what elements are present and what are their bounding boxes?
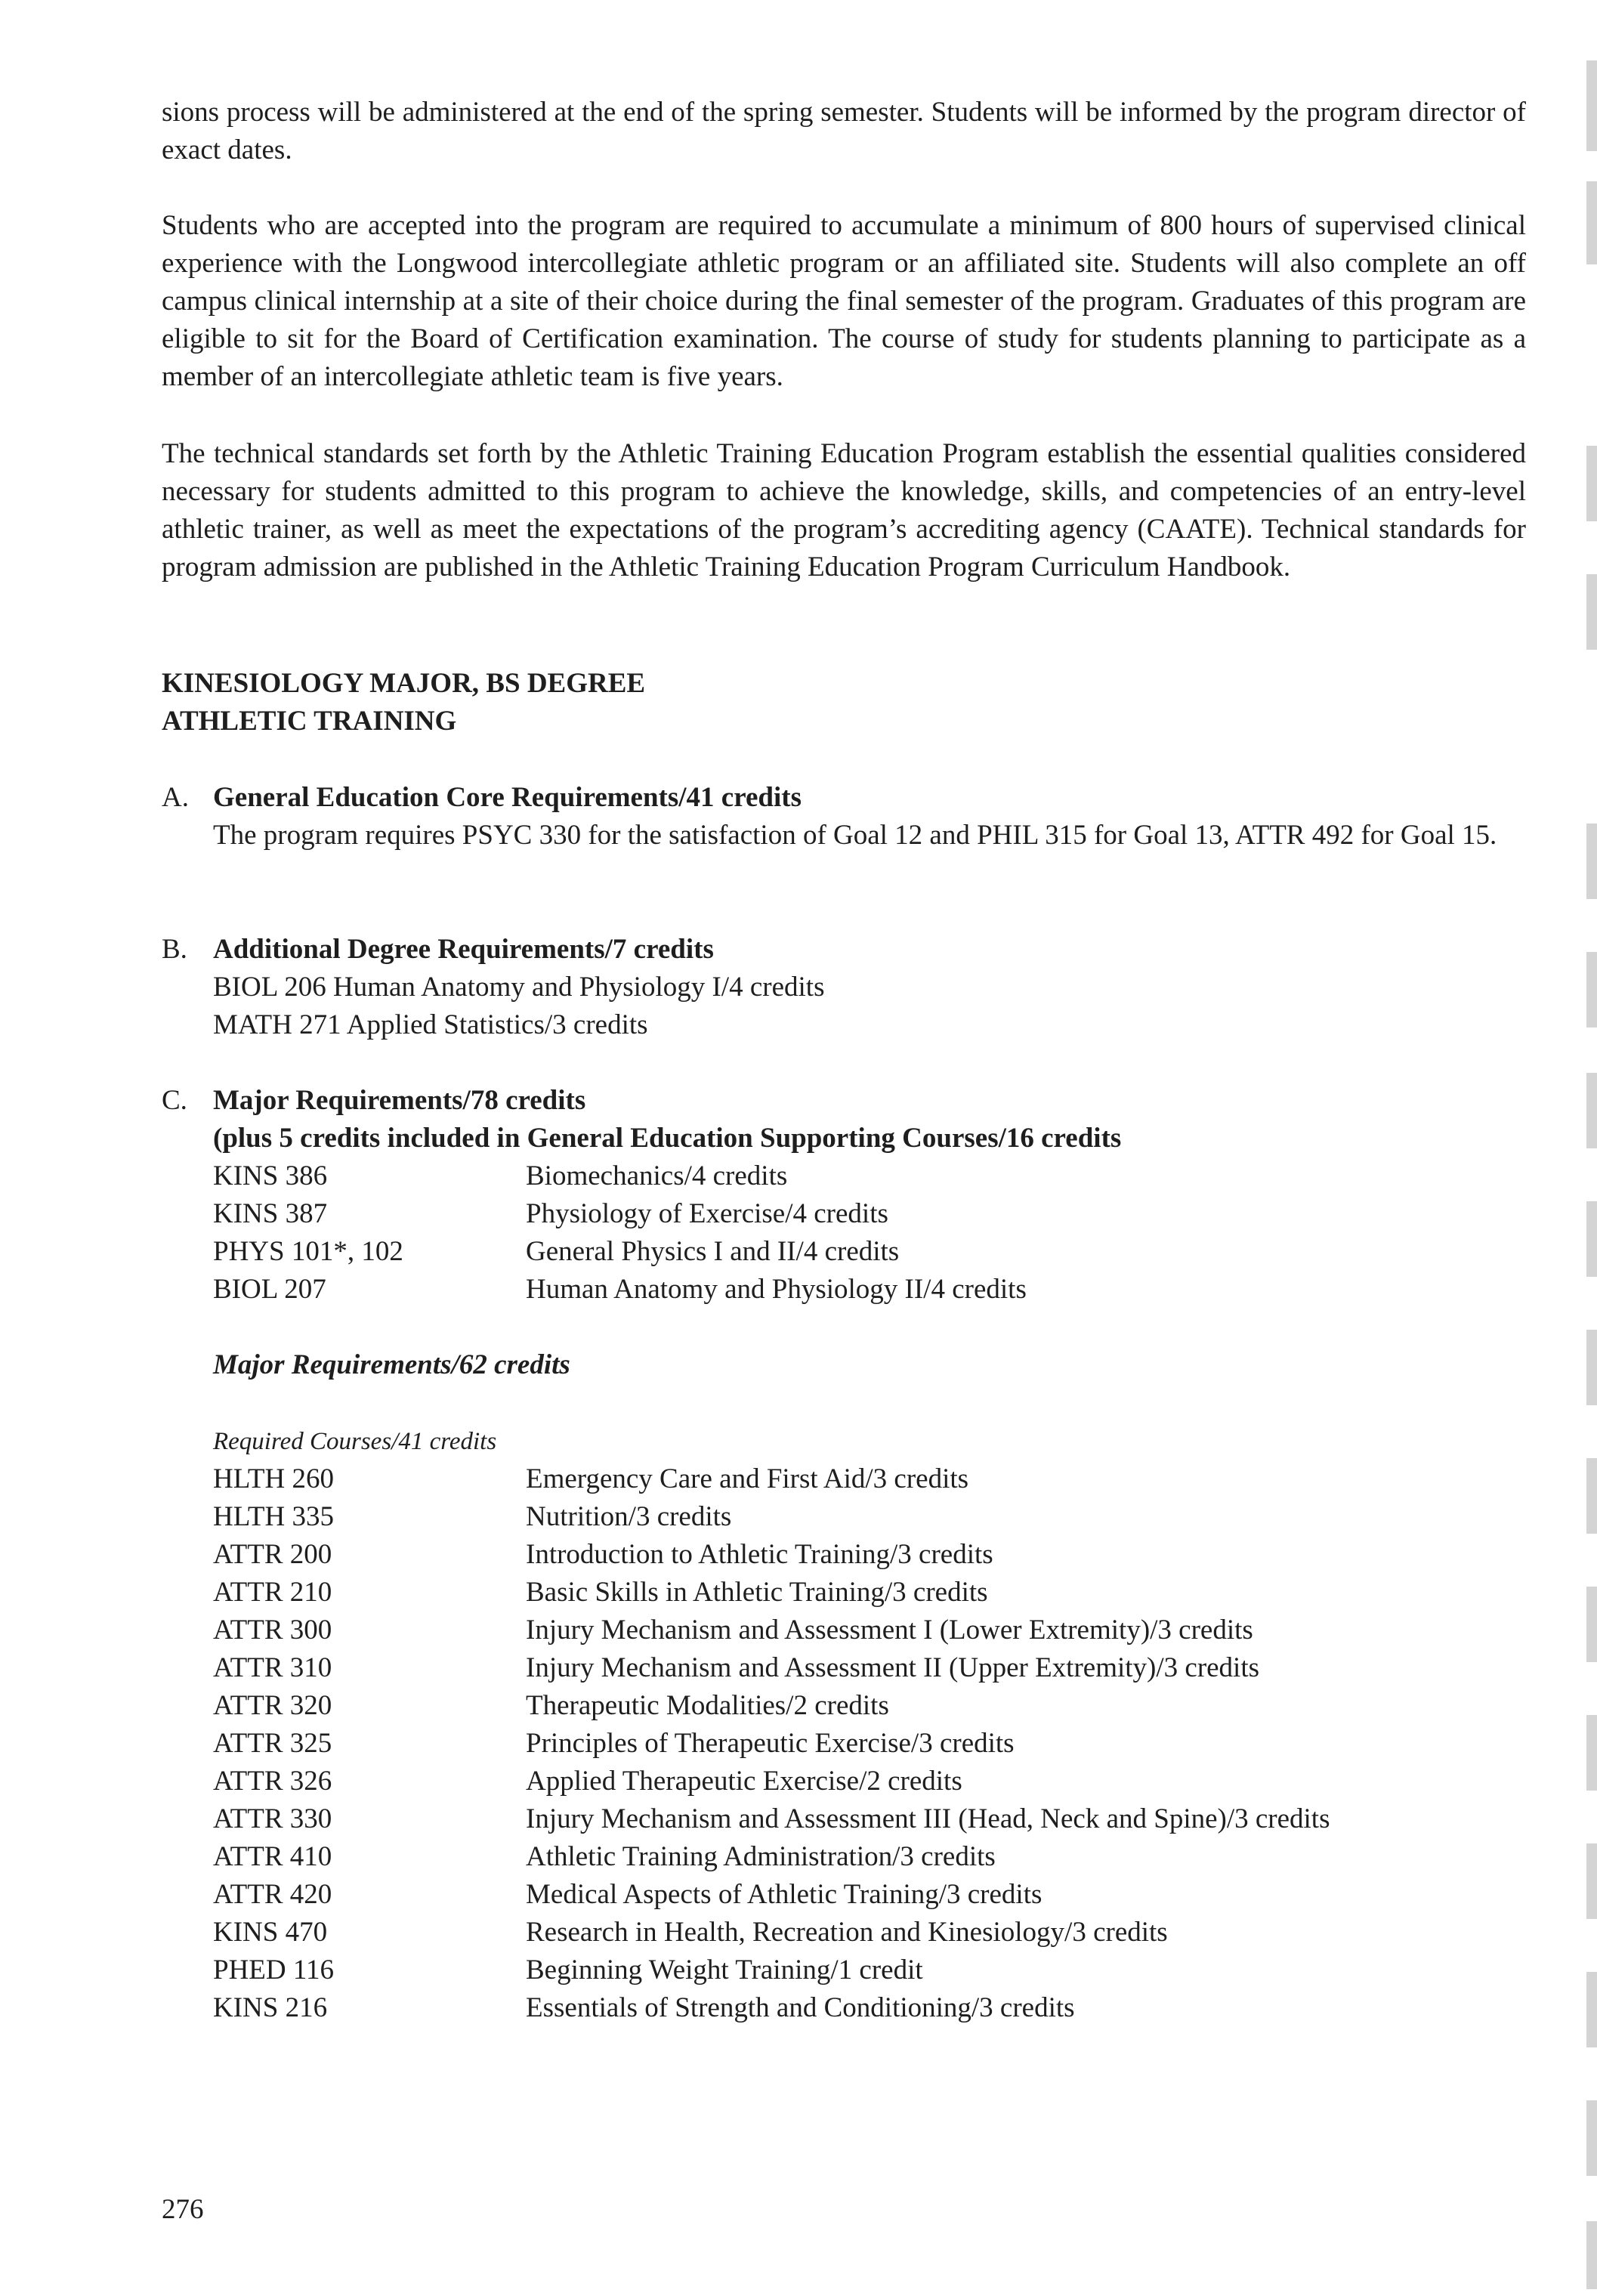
course-title: Injury Mechanism and Assessment II (Upper Extremity)/3 credits xyxy=(526,1652,1260,1683)
paragraph-clinical-experience: Students who are accepted into the program are required to accumulate a minimum of 800 hours of supervised clinical experience with the Longwood intercollegiate athletic program or an affiliated site. Students will also complete an off campus clinical internship at a site of their choice during the final semester of the program. Graduates of this program are eligible to sit for the Board of Certification examination. The course of study for students planning to participate as a member of an intercollegiate athletic team is five years. xyxy=(162,210,1526,392)
course-code: PHYS 101*, 102 xyxy=(213,1236,403,1267)
course-code: KINS 470 xyxy=(213,1917,328,1948)
course-code: ATTR 325 xyxy=(213,1728,332,1759)
course-code: ATTR 410 xyxy=(213,1841,332,1872)
course-code: KINS 387 xyxy=(213,1198,328,1229)
degree-title-line2: ATHLETIC TRAINING xyxy=(162,706,457,737)
course-title: Therapeutic Modalities/2 credits xyxy=(526,1690,889,1721)
section-b-letter: B. xyxy=(162,934,187,965)
page-edge-mark xyxy=(1586,1330,1597,1405)
page-edge-mark xyxy=(1586,1587,1597,1662)
page-edge-mark xyxy=(1586,1972,1597,2047)
course-code: ATTR 420 xyxy=(213,1879,332,1910)
section-c-letter: C. xyxy=(162,1085,187,1116)
course-title: Nutrition/3 credits xyxy=(526,1501,732,1532)
course-code: HLTH 260 xyxy=(213,1463,334,1494)
section-b-heading: Additional Degree Requirements/7 credits xyxy=(213,934,714,965)
course-title: Basic Skills in Athletic Training/3 credits xyxy=(526,1577,988,1608)
paragraph-admission-dates: sions process will be administered at the end of the spring semester. Students will be informed by the program director of exact dates. xyxy=(162,97,1526,165)
course-title: Applied Therapeutic Exercise/2 credits xyxy=(526,1766,962,1797)
degree-title-line1: KINESIOLOGY MAJOR, BS DEGREE xyxy=(162,668,646,699)
page-edge-mark xyxy=(1586,1715,1597,1791)
course-title: Introduction to Athletic Training/3 credits xyxy=(526,1539,993,1570)
course-code: ATTR 330 xyxy=(213,1803,332,1834)
page-edge-mark xyxy=(1586,446,1597,521)
section-a-body: The program requires PSYC 330 for the satisfaction of Goal 12 and PHIL 315 for Goal 13, ATTR 492 for Goal 15. xyxy=(213,820,1497,851)
section-c-heading: Major Requirements/78 credits xyxy=(213,1085,586,1116)
section-a-letter: A. xyxy=(162,782,189,813)
page-edge-mark xyxy=(1586,824,1597,899)
course-title: Research in Health, Recreation and Kinesiology/3 credits xyxy=(526,1917,1168,1948)
page-edge-mark xyxy=(1586,1201,1597,1277)
course-title: Injury Mechanism and Assessment III (Head, Neck and Spine)/3 credits xyxy=(526,1803,1330,1834)
course-code: ATTR 210 xyxy=(213,1577,332,1608)
course-code: ATTR 326 xyxy=(213,1766,332,1797)
course-code: PHED 116 xyxy=(213,1955,334,1985)
course-code: HLTH 335 xyxy=(213,1501,334,1532)
section-c-subheading: (plus 5 credits included in General Education Supporting Courses/16 credits xyxy=(213,1123,1122,1154)
course-title: Human Anatomy and Physiology II/4 credits xyxy=(526,1274,1027,1305)
course-title: Emergency Care and First Aid/3 credits xyxy=(526,1463,969,1494)
course-title: General Physics I and II/4 credits xyxy=(526,1236,900,1267)
page-edge-mark xyxy=(1586,2100,1597,2176)
course-code: KINS 386 xyxy=(213,1160,328,1191)
course-code: BIOL 207 xyxy=(213,1274,326,1305)
major-requirements-heading: Major Requirements/62 credits xyxy=(213,1349,570,1380)
course-title: Essentials of Strength and Conditioning/3 credits xyxy=(526,1992,1075,2023)
page-edge-mark xyxy=(1586,1458,1597,1534)
page-number: 276 xyxy=(162,2194,204,2225)
paragraph-technical-standards: The technical standards set forth by the Athletic Training Education Program establish the essential qualities considered necessary for students admitted to this program to achieve the knowledge, skills, and competencies of an entry-level athletic trainer, as well as meet the expectations of the program’s accrediting agency (CAATE). Technical standards for program admission are published in the Athletic Training Education Program Curriculum Handbook. xyxy=(162,438,1526,582)
course-title: Beginning Weight Training/1 credit xyxy=(526,1955,923,1985)
course-code: ATTR 300 xyxy=(213,1615,332,1646)
required-courses-label: Required Courses/41 credits xyxy=(213,1428,497,1455)
course-title: Athletic Training Administration/3 credits xyxy=(526,1841,996,1872)
page-edge-mark xyxy=(1586,1843,1597,1919)
page-edge-mark xyxy=(1586,2221,1597,2289)
page-edge-mark xyxy=(1586,1073,1597,1148)
page-edge-mark xyxy=(1586,60,1597,151)
section-b-line: MATH 271 Applied Statistics/3 credits xyxy=(213,1009,648,1040)
course-code: ATTR 200 xyxy=(213,1539,332,1570)
course-title: Injury Mechanism and Assessment I (Lower Extremity)/3 credits xyxy=(526,1615,1253,1646)
course-code: ATTR 320 xyxy=(213,1690,332,1721)
section-a-heading: General Education Core Requirements/41 credits xyxy=(213,782,802,813)
page-edge-mark xyxy=(1586,952,1597,1027)
page-edge-mark xyxy=(1586,574,1597,650)
page-edge-mark xyxy=(1586,181,1597,264)
course-title: Medical Aspects of Athletic Training/3 credits xyxy=(526,1879,1043,1910)
course-title: Biomechanics/4 credits xyxy=(526,1160,788,1191)
course-code: ATTR 310 xyxy=(213,1652,332,1683)
course-code: KINS 216 xyxy=(213,1992,328,2023)
section-b-line: BIOL 206 Human Anatomy and Physiology I/4 credits xyxy=(213,972,825,1003)
course-title: Principles of Therapeutic Exercise/3 credits xyxy=(526,1728,1015,1759)
course-title: Physiology of Exercise/4 credits xyxy=(526,1198,888,1229)
